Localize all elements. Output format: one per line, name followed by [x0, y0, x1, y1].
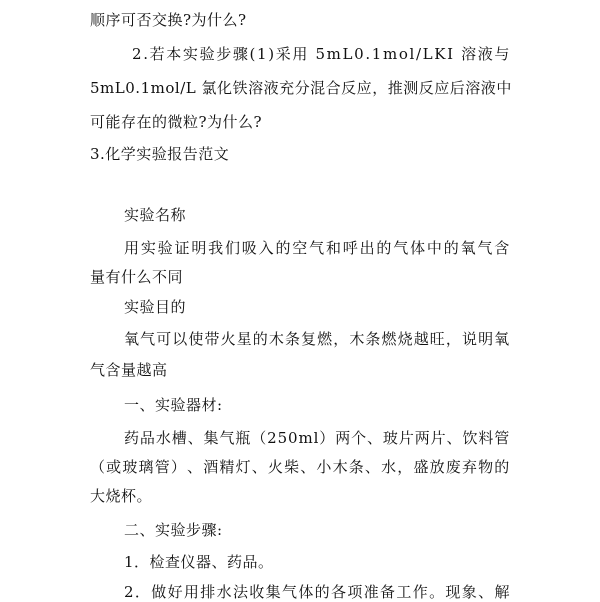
experiment-purpose-line-1: 氧 气 可 以 使 带 火 星 的 木 条 复 燃 ， 木 条 燃 烧 越 旺 ， 说 明 氧 [124, 330, 510, 348]
question-2-line-2: 5 m L 0 . 1 m o l / L 氯 化 铁 溶 液 充 分 混 合 反 应 ， 推 测 反 应 后 溶 液 中 [90, 79, 512, 97]
experiment-name-line-1: 用 实 验 证 明 我 们 吸 入 的 空 气 和 呼 出 的 气 体 中 的 氧 气 含 [124, 239, 510, 257]
question-2-line-3: 可能存在的微粒?为什么? [90, 113, 263, 131]
question-tail: 顺序可否交换?为什么? [90, 11, 247, 29]
steps-heading: 二、实验步骤: [124, 521, 223, 539]
equipment-heading: 一、实验器材: [124, 396, 223, 414]
experiment-purpose-label: 实验目的 [124, 298, 187, 316]
experiment-name-line-2: 量有什么不同 [90, 268, 184, 286]
step-2: 2 ． 做 好 用 排 水 法 收 集 气 体 的 各 项 准 备 工 作 。 现 象 、 解 [124, 583, 510, 601]
equipment-line-1: 药 品 水 槽 、 集 气 瓶 （ 2 5 0 m l ） 两 个 、 玻 片 两 片 、 饮 料 管 [124, 429, 510, 447]
experiment-purpose-line-2: 气含量越高 [90, 361, 168, 379]
experiment-name-label: 实验名称 [124, 206, 187, 224]
equipment-line-3: 大烧杯。 [90, 487, 153, 505]
question-2-line-1: 2 . 若 本 实 验 步 骤 ( 1 ) 采 用 5 m L 0 . 1 m o l / L K I 溶 液 与 [132, 45, 510, 63]
step-1: 1．检查仪器、药品。 [124, 553, 274, 571]
section-heading: 3.化学实验报告范文 [90, 145, 230, 163]
equipment-line-2: （ 或 玻 璃 管 ） 、 酒 精 灯 、 火 柴 、 小 木 条 、 水 ， 盛 放 废 弃 物 的 [90, 458, 510, 476]
